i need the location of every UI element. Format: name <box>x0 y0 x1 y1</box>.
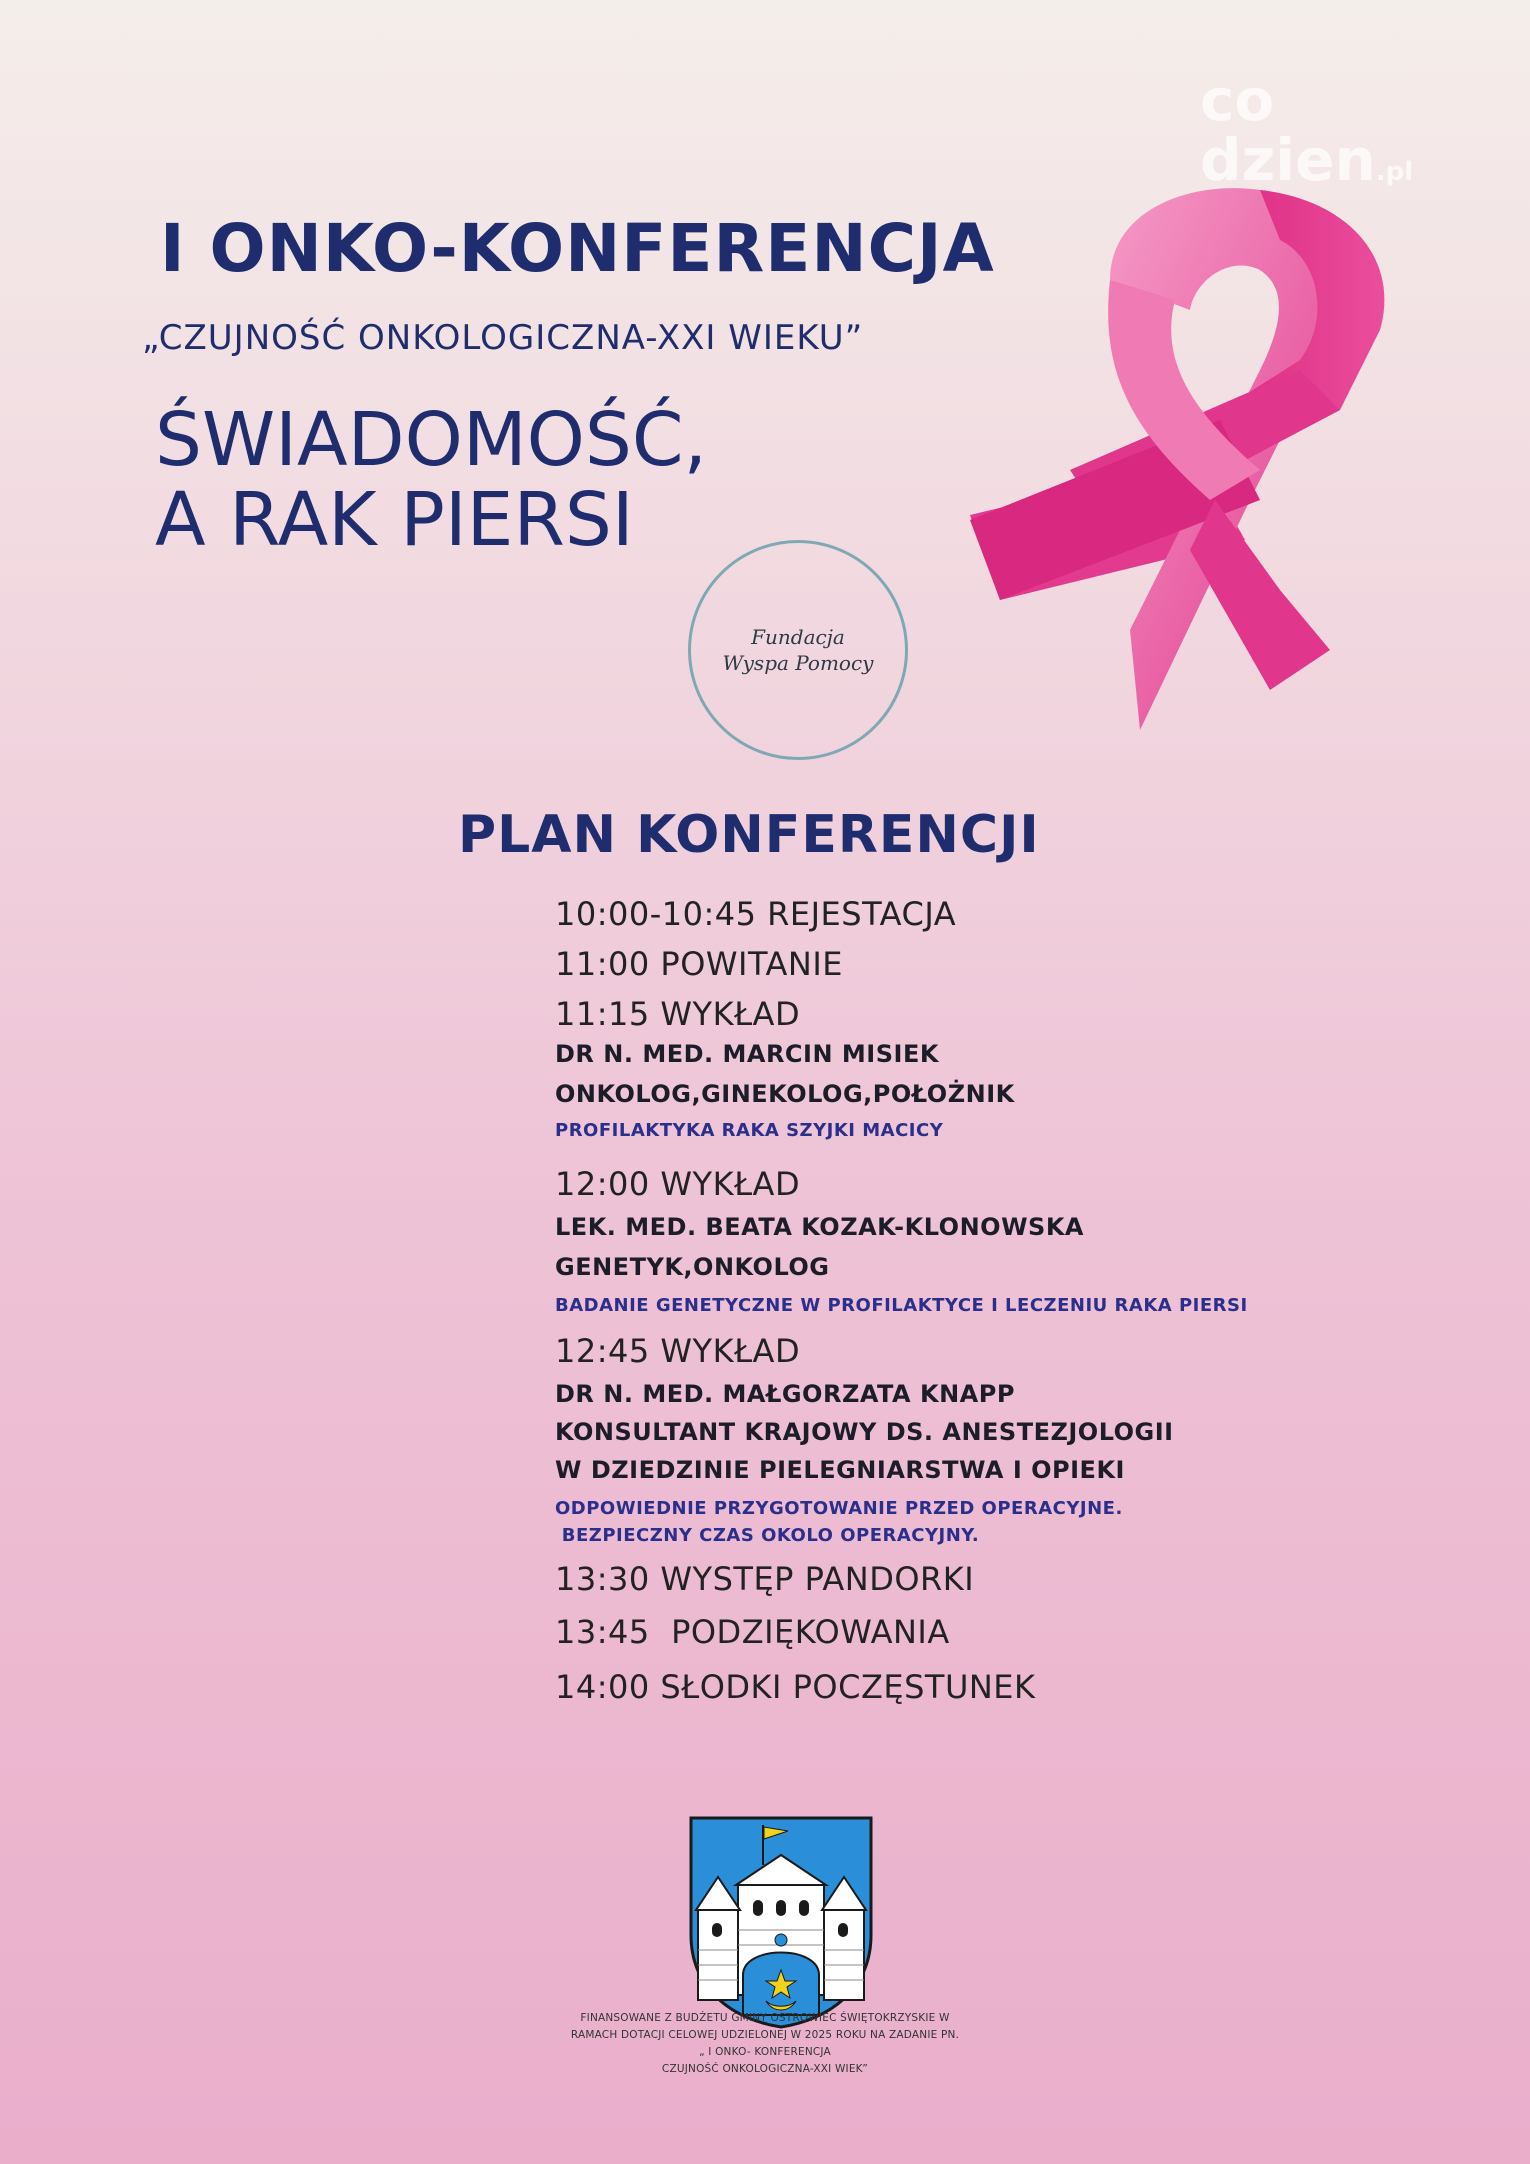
headline <box>155 397 708 563</box>
watermark-suffix: .pl <box>1375 157 1414 187</box>
headline-line1: ŚWIADOMOŚĆ, <box>155 397 708 483</box>
schedule-item: 11:00 POWITANIE <box>555 945 843 983</box>
foundation-logo <box>688 540 908 760</box>
funding-line2: RAMACH DOTACJI CELOWEJ UDZIELONEJ W 2025 ROKU NA ZADANIE PN. <box>570 2029 960 2041</box>
funding-line1: FINANSOWANE Z BUDŻETU GMINY OSTROWIEC ŚWIĘTOKRZYSKIE W <box>580 2012 950 2024</box>
schedule-item: 11:15 WYKŁAD <box>555 995 801 1033</box>
speaker-role: ONKOLOG,GINEKOLOG,POŁOŻNIK <box>555 1080 1015 1108</box>
funding-line3: „ I ONKO- KONFERENCJA <box>699 2046 831 2058</box>
speaker-role: GENETYK,ONKOLOG <box>555 1253 830 1281</box>
speaker-name: DR N. MED. MAŁGORZATA KNAPP <box>555 1380 1015 1408</box>
schedule-item: 14:00 SŁODKI POCZĘSTUNEK <box>555 1668 1036 1706</box>
foundation-logo-line1: Fundacja <box>751 625 845 649</box>
schedule-item: 12:45 WYKŁAD <box>555 1332 801 1370</box>
speaker-name: DR N. MED. MARCIN MISIEK <box>555 1040 939 1068</box>
speaker-role: W DZIEDZINIE PIELEGNIARSTWA I OPIEKI <box>555 1456 1125 1484</box>
lecture-topic: BADANIE GENETYCZNE W PROFILAKTYCE I LECZENIU RAKA PIERSI <box>555 1295 1248 1316</box>
coat-of-arms-icon <box>688 1815 874 2029</box>
plan-title: PLAN KONFERENCJI <box>458 805 1040 865</box>
schedule-item: 12:00 WYKŁAD <box>555 1165 801 1203</box>
pink-ribbon-icon <box>960 170 1460 740</box>
schedule-item: 10:00-10:45 REJESTACJA <box>555 895 957 933</box>
speaker-role: KONSULTANT KRAJOWY DS. ANESTEZJOLOGII <box>555 1418 1174 1446</box>
lecture-topic: BEZPIECZNY CZAS OKOLO OPERACYJNY. <box>555 1525 980 1546</box>
watermark-line1: co <box>1200 66 1275 134</box>
speaker-name: LEK. MED. BEATA KOZAK-KLONOWSKA <box>555 1213 1084 1241</box>
schedule-item: 13:30 WYSTĘP PANDORKI <box>555 1560 975 1598</box>
lecture-topic: ODPOWIEDNIE PRZYGOTOWANIE PRZED OPERACYJNE. <box>555 1498 1123 1519</box>
watermark-line2: dzien <box>1200 126 1376 194</box>
foundation-logo-line2: Wyspa Pomocy <box>722 651 874 675</box>
conference-title: I ONKO-KONFERENCJA <box>160 210 995 287</box>
headline-line2: A RAK PIERSI <box>155 477 634 563</box>
funding-note <box>465 2010 1065 2078</box>
funding-line4: CZUJNOŚĆ ONKOLOGICZNA-XXI WIEK” <box>661 2063 869 2075</box>
conference-subtitle: „CZUJNOŚĆ ONKOLOGICZNA-XXI WIEKU” <box>142 318 864 358</box>
lecture-topic: PROFILAKTYKA RAKA SZYJKI MACICY <box>555 1120 944 1141</box>
schedule-item: 13:45 PODZIĘKOWANIA <box>555 1613 950 1651</box>
